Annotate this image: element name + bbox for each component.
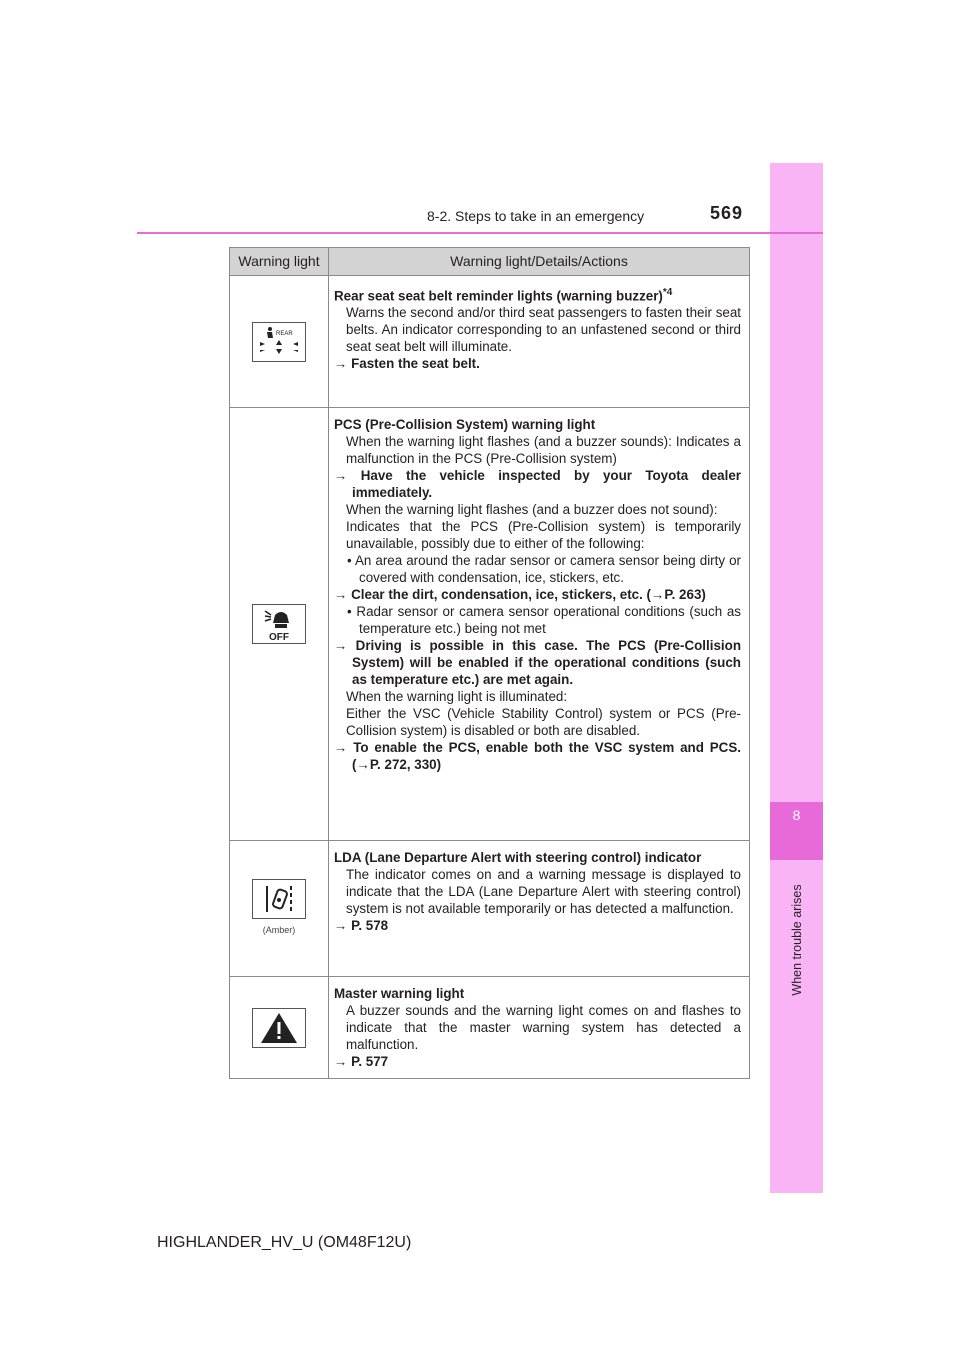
- page-number: 569: [710, 203, 744, 223]
- icon-cell: [230, 977, 329, 1079]
- row-description: A buzzer sounds and the warning light comes on and flashes to indicate that the master warning system has detected a malfunction.: [346, 1003, 741, 1052]
- details-cell: [329, 977, 750, 1079]
- row-action: → P. 578: [334, 918, 389, 933]
- row-action: → Have the vehicle inspected by your Toyota dealer immediately.: [334, 468, 741, 500]
- row-text: Either the VSC (Vehicle Stability Control) system or PCS (Pre-Collision system) is disabled or both are disabled.: [346, 706, 741, 738]
- row-action: → Fasten the seat belt.: [334, 356, 480, 372]
- warning-light-table: [229, 247, 750, 1079]
- row-text: When the warning light is illuminated:: [346, 689, 568, 704]
- master-warning-icon: [252, 1008, 306, 1048]
- table-header-row: [230, 248, 750, 276]
- row-title: Rear seat seat belt reminder lights (warning buzzer)$^{*4}$: [334, 287, 673, 304]
- lda-indicator-icon: [252, 879, 306, 919]
- icon-cell: [230, 276, 329, 408]
- row-bullet: • An area around the radar sensor or camera sensor being dirty or covered with condensation, ice, stickers, etc.: [347, 553, 741, 585]
- table-row: [230, 276, 750, 408]
- row-action: → To enable the PCS, enable both the VSC system and PCS. (→P. 272, 330): [334, 740, 741, 772]
- table-row: [230, 841, 750, 977]
- col-header-details: Warning light/Details/Actions: [329, 248, 750, 276]
- details-cell: [329, 276, 750, 408]
- chapter-tab[interactable]: [770, 802, 823, 860]
- row-action: → Clear the dirt, condensation, ice, stickers, etc. (→P. 263): [334, 587, 706, 602]
- amber-caption: (Amber): [262, 924, 296, 935]
- pcs-off-icon: [252, 604, 306, 644]
- row-title: Master warning light: [334, 986, 465, 1001]
- row-title: LDA (Lane Departure Alert with steering control) indicator: [334, 850, 702, 865]
- row-bullet: • Radar sensor or camera sensor operational conditions (such as temperature etc.) being not met: [347, 604, 741, 636]
- row-description: The indicator comes on and a warning message is displayed to indicate that the LDA (Lane Departure Alert with steering control) system is not available temporarily or has detected a malfunction.: [346, 867, 741, 916]
- row-action: → Driving is possible in this case. The PCS (Pre-Collision System) will be enabled if the operational conditions (such as temperature etc.) are met again.: [334, 638, 741, 687]
- model-footer: HIGHLANDER_HV_U (OM48F12U): [157, 1234, 412, 1251]
- row-description: Warns the second and/or third seat passengers to fasten their seat belts. An indicator corresponding to an unfastened second or third seat seat belt will illuminate.: [346, 305, 741, 355]
- row-text: When the warning light flashes (and a buzzer sounds): Indicates a malfunction in the PCS (Pre-Collision system): [346, 434, 741, 466]
- header-rule: [137, 232, 823, 234]
- off-label: OFF: [269, 632, 289, 643]
- col-header-warning-light: Warning light: [230, 248, 329, 276]
- chapter-number: 8: [792, 807, 801, 823]
- table-row: [230, 977, 750, 1079]
- details-cell: [329, 408, 750, 841]
- icon-cell: [230, 408, 329, 841]
- rear-label: REAR: [276, 330, 293, 337]
- chapter-title: When trouble arises: [790, 884, 804, 996]
- row-title: PCS (Pre-Collision System) warning light: [334, 417, 596, 432]
- row-text: Indicates that the PCS (Pre-Collision system) is temporarily unavailable, possibly due to either of the following:: [346, 519, 741, 551]
- rear-seat-belt-reminder-icon: [252, 322, 306, 362]
- side-tab: [770, 163, 823, 1193]
- row-action: → P. 577: [334, 1054, 389, 1069]
- icon-cell: [230, 841, 329, 977]
- table-row: [230, 408, 750, 841]
- row-text: When the warning light flashes (and a buzzer does not sound):: [346, 502, 718, 517]
- chapter-title-tab: [773, 870, 821, 1010]
- section-title: 8-2. Steps to take in an emergency: [427, 208, 645, 224]
- details-cell: [329, 841, 750, 977]
